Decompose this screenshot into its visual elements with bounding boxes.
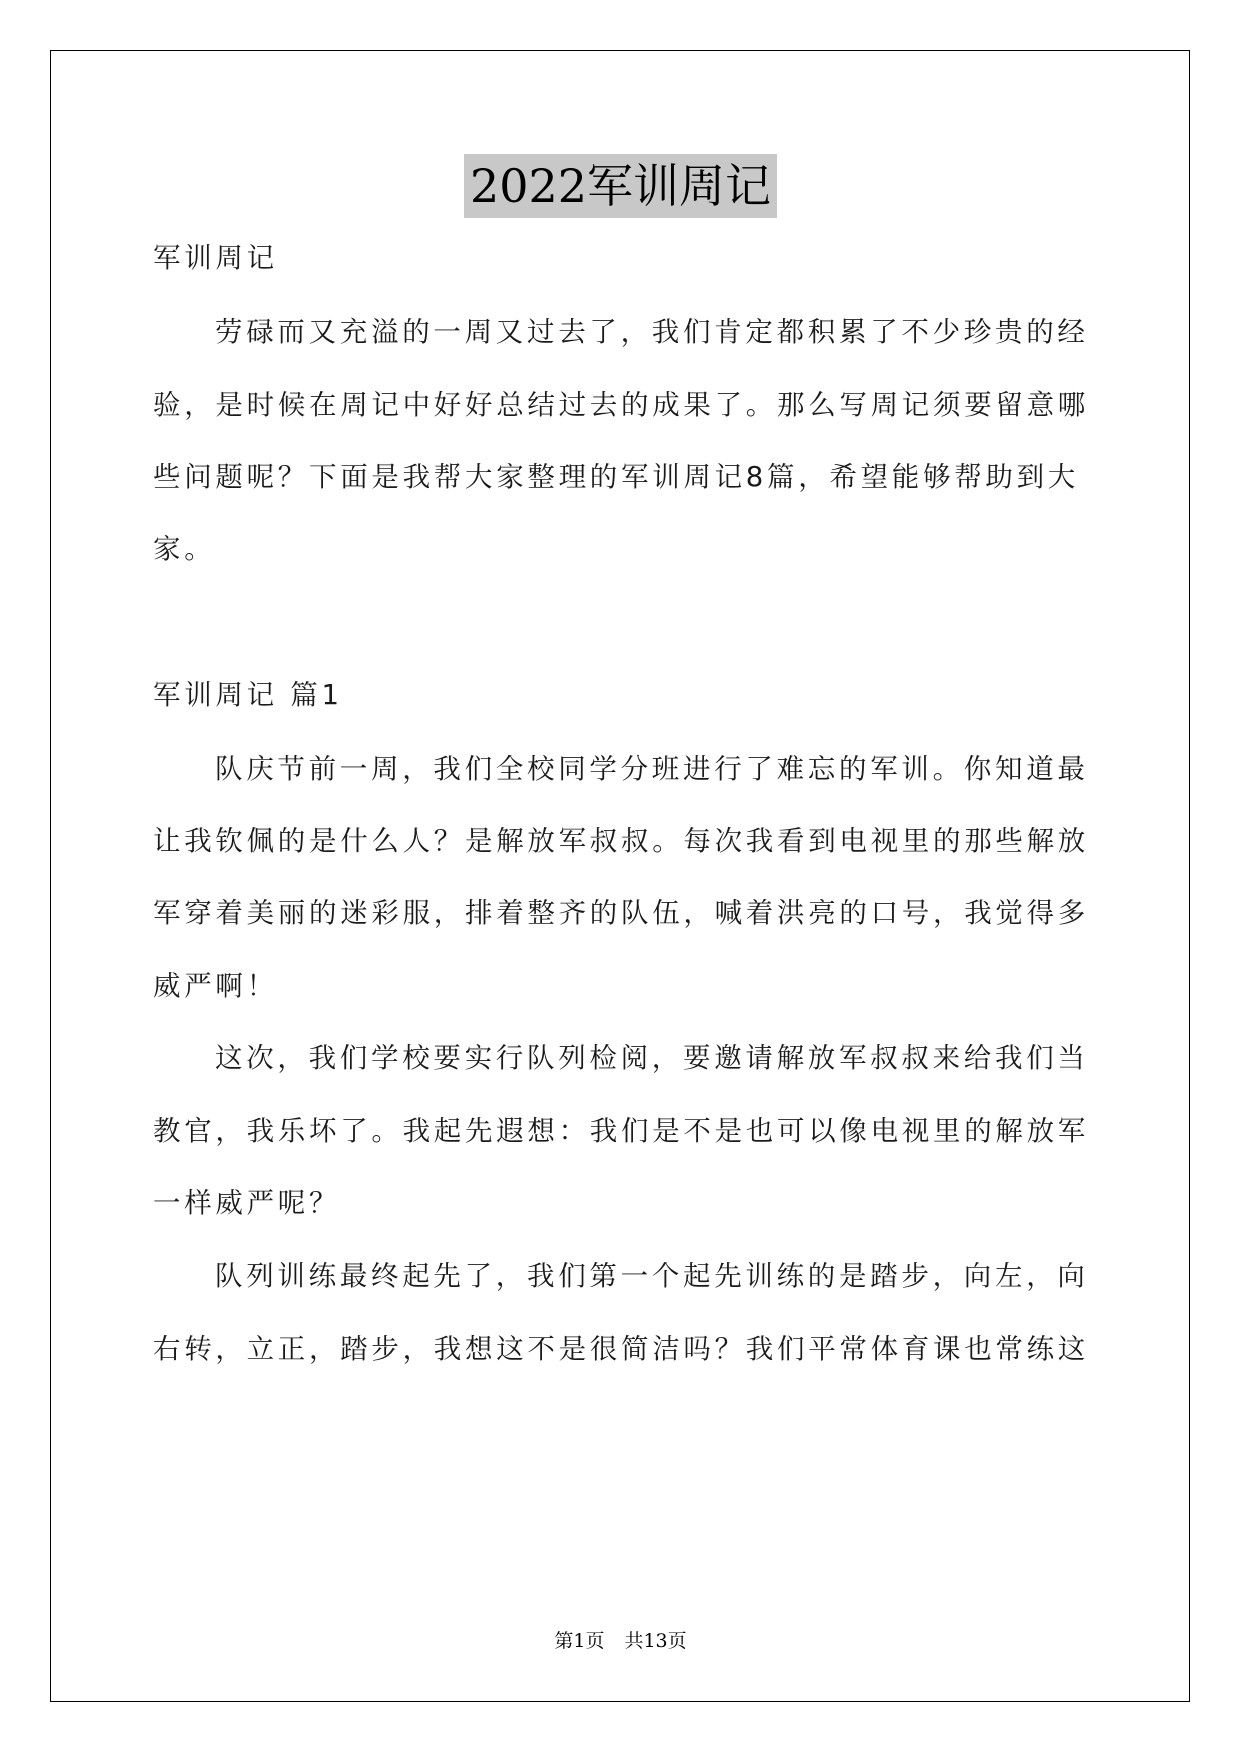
page-footer xyxy=(0,1626,1241,1653)
para1-line-4: 威严啊！ xyxy=(153,970,278,1002)
para2-line-3: 一样威严呢？ xyxy=(153,1187,341,1219)
title-wrap xyxy=(0,154,1241,218)
page-border xyxy=(50,50,1190,1702)
document-title: 2022军训周记 xyxy=(464,154,777,218)
intro-line-3: 些问题呢？下面是我帮大家整理的军训周记8篇，希望能够帮助到大 xyxy=(153,461,1079,493)
para1-line-3: 军穿着美丽的迷彩服，排着整齐的队伍，喊着洪亮的口号，我觉得多 xyxy=(153,897,1089,929)
para1-line-2: 让我钦佩的是什么人？是解放军叔叔。每次我看到电视里的那些解放 xyxy=(153,825,1089,857)
para2-line-2: 教官，我乐坏了。我起先遐想：我们是不是也可以像电视里的解放军 xyxy=(153,1115,1089,1147)
para2-line-1: 这次，我们学校要实行队列检阅，要邀请解放军叔叔来给我们当 xyxy=(215,1042,1089,1074)
intro-line-4: 家。 xyxy=(153,533,216,565)
para3-line-2: 右转，立正，踏步，我想这不是很简洁吗？我们平常体育课也常练这 xyxy=(153,1333,1089,1365)
intro-line-2: 验，是时候在周记中好好总结过去的成果了。那么写周记须要留意哪 xyxy=(153,389,1089,421)
page-total: 共13页 xyxy=(624,1630,687,1652)
para3-line-1: 队列训练最终起先了，我们第一个起先训练的是踏步，向左，向 xyxy=(215,1260,1089,1292)
para1-line-1: 队庆节前一周，我们全校同学分班进行了难忘的军训。你知道最 xyxy=(215,753,1089,785)
intro-line-1: 劳碌而又充溢的一周又过去了，我们肯定都积累了不少珍贵的经 xyxy=(215,316,1089,348)
heading: 军训周记 xyxy=(153,242,278,274)
section-heading: 军训周记 篇1 xyxy=(153,679,343,711)
page-number: 第1页 xyxy=(554,1630,605,1652)
